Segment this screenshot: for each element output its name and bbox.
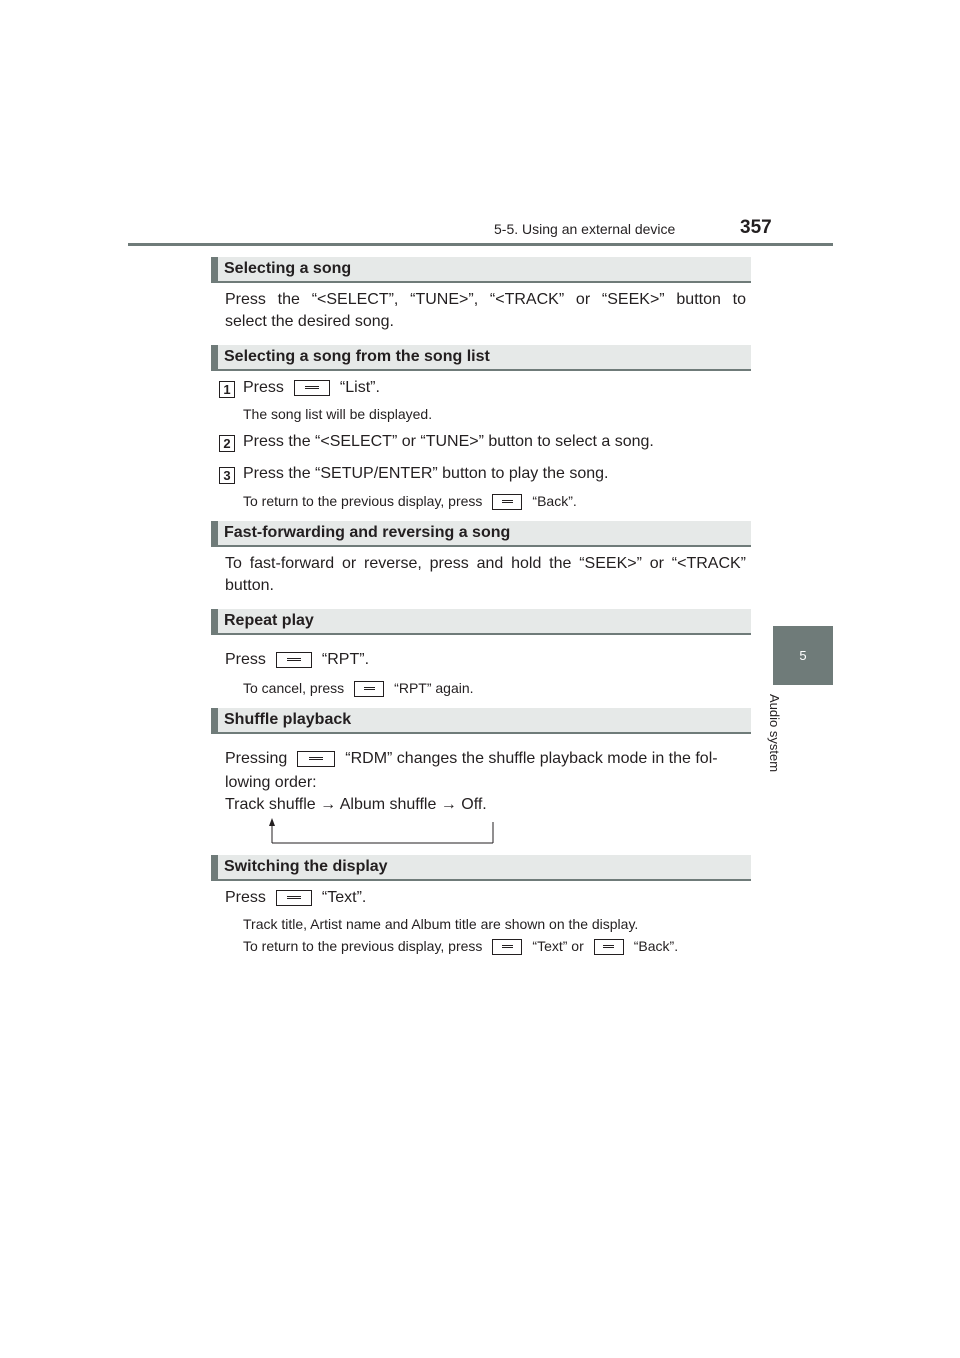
body-line: Press the “<SELECT”, “TUNE>”, “<TRACK” or “SEEK>” button to (225, 291, 746, 308)
section-heading-display: Switching the display (211, 855, 751, 881)
section-heading-selecting-song: Selecting a song (211, 257, 751, 283)
chapter-tab (773, 626, 833, 685)
return-arrow-icon (264, 817, 498, 847)
step-number-2: 2 (219, 435, 235, 452)
step-number-1: 1 (219, 381, 235, 398)
section-heading-song-list: Selecting a song from the song list (211, 345, 751, 371)
chapter-title: 5-5. Using an external device (494, 221, 676, 237)
step-1: Press “List”. (243, 379, 380, 396)
body-line: select the desired song. (225, 313, 394, 330)
body-line: Pressing “RDM” changes the shuffle playback mode in the fol- (225, 750, 718, 767)
step-3: Press the “SETUP/ENTER” button to play the song. (243, 465, 609, 482)
screen-button-icon (594, 939, 624, 955)
screen-button-icon (276, 890, 312, 906)
body-line: Press “Text”. (225, 889, 367, 906)
section-heading-repeat: Repeat play (211, 609, 751, 635)
screen-button-icon (276, 652, 312, 668)
step-2: Press the “<SELECT” or “TUNE>” button to select a song. (243, 433, 654, 450)
body-line: Press “RPT”. (225, 651, 370, 668)
step-number-3: 3 (219, 467, 235, 484)
body-line: To fast-forward or reverse, press and hold the “SEEK>” or “<TRACK” (225, 555, 746, 572)
display-note: To return to the previous display, press “Text” or “Back”. (243, 938, 679, 954)
screen-button-icon (492, 494, 522, 510)
chapter-tab-number: 5 (799, 648, 807, 663)
chapter-tab-label: Audio system (767, 694, 782, 773)
step-note: The song list will be displayed. (243, 406, 433, 422)
header-rule (128, 243, 833, 246)
body-line: button. (225, 577, 274, 594)
shuffle-order: Track shuffle → Album shuffle → Off. (225, 796, 487, 813)
repeat-note: To cancel, press “RPT” again. (243, 680, 474, 696)
body-line: lowing order: (225, 774, 317, 791)
screen-button-icon (294, 380, 330, 396)
section-heading-fast-forward: Fast-forwarding and reversing a song (211, 521, 751, 547)
screen-button-icon (492, 939, 522, 955)
screen-button-icon (297, 751, 335, 767)
page-number: 357 (740, 217, 772, 238)
step-note: To return to the previous display, press “Back”. (243, 493, 577, 509)
section-heading-shuffle: Shuffle playback (211, 708, 751, 734)
display-note: Track title, Artist name and Album title are shown on the display. (243, 916, 639, 932)
screen-button-icon (354, 681, 384, 697)
